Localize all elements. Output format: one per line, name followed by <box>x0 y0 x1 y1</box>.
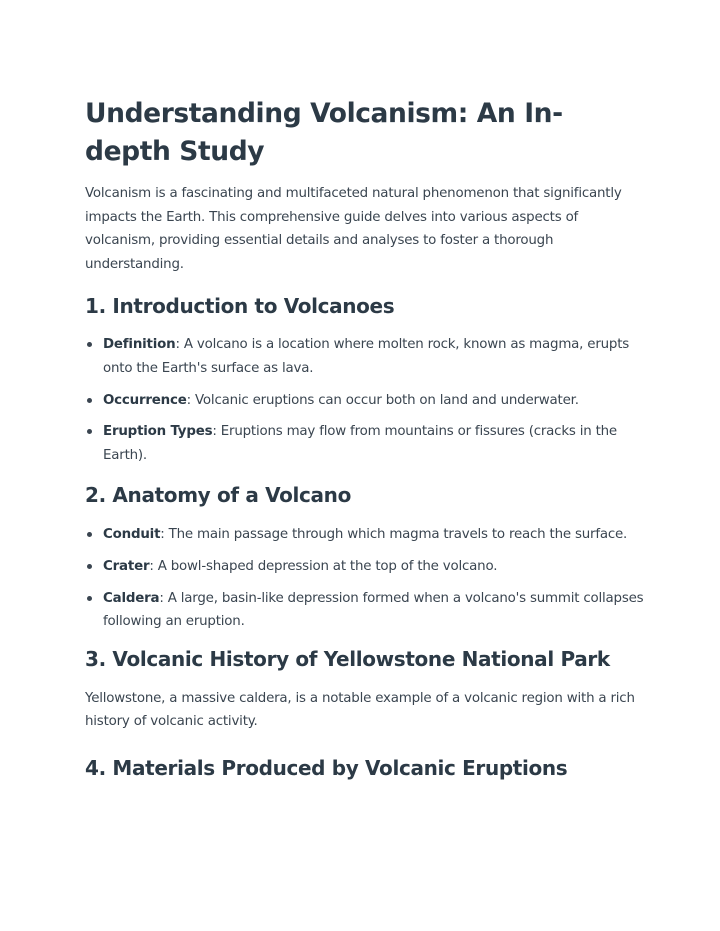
list-item-text: The main passage through which magma travels to reach the surface. <box>168 527 628 543</box>
list-item-separator: : <box>212 424 221 440</box>
list-item-text: A large, basin-like depression formed when a volcano's summit collapses following an eruption. <box>103 590 644 630</box>
document-title: Understanding Volcanism: An In-depth Study <box>85 98 563 167</box>
document-page <box>85 95 645 782</box>
intro-paragraph: Volcanism is a fascinating and multifaceted natural phenomenon that significantly impacts the Earth. This comprehensive guide delves into various aspects of volcanism, providing essential details and analyses to foster a thorough understanding. <box>85 186 622 272</box>
list-item-text: A bowl-shaped depression at the top of the volcano. <box>157 558 498 574</box>
list-item-separator: : <box>175 337 184 353</box>
anatomy-list <box>85 523 645 633</box>
section-heading-yellowstone: 3. Volcanic History of Yellowstone National Park <box>85 646 610 671</box>
list-item-separator: : <box>149 558 158 574</box>
list-item-term: Conduit <box>103 527 161 543</box>
section-heading-materials: 4. Materials Produced by Volcanic Eruptions <box>85 755 568 780</box>
list-item-conduit <box>85 523 645 547</box>
bullet-icon <box>87 532 92 537</box>
list-item-term: Occurrence <box>103 392 187 408</box>
list-item-separator: : <box>186 392 196 408</box>
list-item-term: Eruption Types <box>103 424 213 440</box>
list-item-text: Volcanic eruptions can occur both on land and underwater. <box>195 392 579 408</box>
section-heading-anatomy: 2. Anatomy of a Volcano <box>85 483 351 508</box>
list-item-caldera <box>85 587 645 634</box>
list-item-definition <box>85 333 645 380</box>
bullet-icon <box>87 398 92 403</box>
list-item-occurrence <box>85 389 645 413</box>
bullet-icon <box>87 429 92 434</box>
introduction-list <box>85 333 645 467</box>
section-heading-introduction: 1. Introduction to Volcanoes <box>85 294 395 319</box>
bullet-icon <box>87 596 92 601</box>
list-item-term: Caldera <box>103 590 160 606</box>
bullet-icon <box>87 564 92 569</box>
list-item-term: Crater <box>103 558 150 574</box>
list-item-separator: : <box>160 527 169 543</box>
list-item-eruption-types <box>85 420 645 467</box>
bullet-icon <box>87 342 92 347</box>
yellowstone-paragraph: Yellowstone, a massive caldera, is a notable example of a volcanic region with a rich history of volcanic activity. <box>85 690 635 730</box>
list-item-crater <box>85 555 645 579</box>
list-item-term: Definition <box>103 337 176 353</box>
list-item-text: A volcano is a location where molten rock, known as magma, erupts onto the Earth's surface as lava. <box>103 337 630 376</box>
list-item-separator: : <box>159 590 168 606</box>
list-item-text: Eruptions may flow from mountains or fissures (cracks in the Earth). <box>103 424 617 463</box>
